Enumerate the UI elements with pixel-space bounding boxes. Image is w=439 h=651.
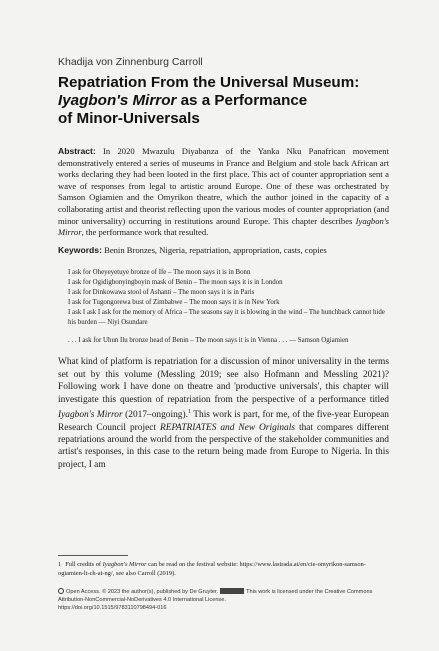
title-line-1: Repatriation From the Universal Museum:: [58, 74, 360, 91]
author-name: Khadija von Zinnenburg Carroll: [58, 56, 203, 68]
footnote-text: Full credits of: [65, 561, 103, 568]
abstract-label: Abstract:: [58, 146, 96, 156]
body-paragraph: [58, 356, 389, 471]
footnote-number: 1: [58, 561, 62, 568]
poem-line: I ask for Dinkowawa stool of Ashanti – The moon says it is in Paris: [68, 289, 255, 297]
poem-line: I ask for Ogidigbonyingboyin mask of Benin – The moon says it is in London: [68, 279, 283, 287]
doi-link[interactable]: https://doi.org/10.1515/9783110798494-016: [58, 605, 167, 611]
poem-attribution: . . . I ask for Uhun Ilu bronze head of Benin – The moon says it is in Vienna . . . — Samson Ogiamien: [68, 337, 349, 345]
keywords-label: Keywords:: [58, 244, 102, 255]
open-access-icon: [58, 588, 64, 594]
body-text: (2017–ongoing).: [122, 410, 188, 421]
abstract: [58, 146, 389, 239]
epigraph-poem: [68, 268, 389, 346]
footnote-text-end[interactable]: can be read on the festival website: https://www.lastrada.at/en/cie-omyrikon-samson-ogiamien-lt-ch-at-ng/, see also Carroll (2019).: [58, 561, 366, 577]
chapter-title: [58, 74, 389, 128]
body-text: This work is part, for me, of the five-year European Research Council project: [58, 410, 389, 433]
footnote-ref[interactable]: 1: [187, 408, 191, 415]
license-notice: [58, 588, 390, 612]
body-text: What kind of platform is repatriation for a discussion of minor universality in the terms set out by this volume (Messling 2019; see also Hofmann and Messling 2021)? Following work I have done on theatre and 'productive universals', this chapter will investigate this question of repatriation from the perspective of a performance titled: [58, 357, 389, 405]
footnote-divider: [58, 555, 128, 556]
license-text-a: Open Access. © 2023 the author(s), published by De Gruyter.: [66, 589, 219, 595]
title-line-2: as a Performance: [176, 92, 308, 109]
keywords: [58, 245, 389, 257]
footnote: [58, 560, 388, 578]
title-line-3: of Minor-Universals: [58, 110, 200, 127]
keywords-text: Benin Bronzes, Nigeria, repatriation, appropriation, casts, copies: [101, 244, 327, 255]
poem-line: I ask I ask I ask for the memory of Africa – The seasons say it is blowing in the wind – The hunchback cannot hide his burden — Niyi Osundare: [68, 309, 385, 327]
poem-line: I ask for Tugongorewa bust of Zimbabwe – The moon says it is in New York: [68, 299, 280, 307]
body-text: that compares different repatriations around the world from the perspective of the stakeholder communities and artist's responses, in this case to the return being made from Europe to Nigeria. In this project, I am: [58, 422, 389, 470]
body-italic: REPATRIATES and New Originals: [159, 422, 295, 433]
footnote-italic: Iyagbon's Mirror: [102, 561, 147, 568]
abstract-text: In 2020 Mwazulu Diyabanza of the Yanka Nku Panafrican movement demonstratively entered a series of museums in France and Belgium and stole back African art works declaring they had been looted in the first place. This act of counter appropriation sent a wave of responses from legal to artistic around Europe. One of these was orchestrated by Samson Ogiamien and the Omyrikon theatre, which the author joined in the capacity of a collaborating artist and theorist reflecting upon the various modes of counter appropriation (and minor universality) occurring in restitutions around Europe. This chapter describes: [58, 146, 389, 226]
creative-commons-icon: [220, 588, 244, 594]
abstract-italic: Iyagbon's Mirror: [58, 215, 389, 238]
abstract-text-end: , the performance work that resulted.: [81, 227, 209, 238]
title-italic-work: Iyagbon's Mirror: [58, 92, 177, 109]
body-italic: Iyagbon's Mirror: [58, 410, 123, 421]
poem-line: I ask for Oheyeyetuye bronze of Ife – The moon says it is in Bonn: [68, 269, 251, 277]
license-text-b: This work is licensed under the Creative Commons Attribution-NonCommercial-NoDerivatives 4.0 International License.: [58, 589, 373, 603]
